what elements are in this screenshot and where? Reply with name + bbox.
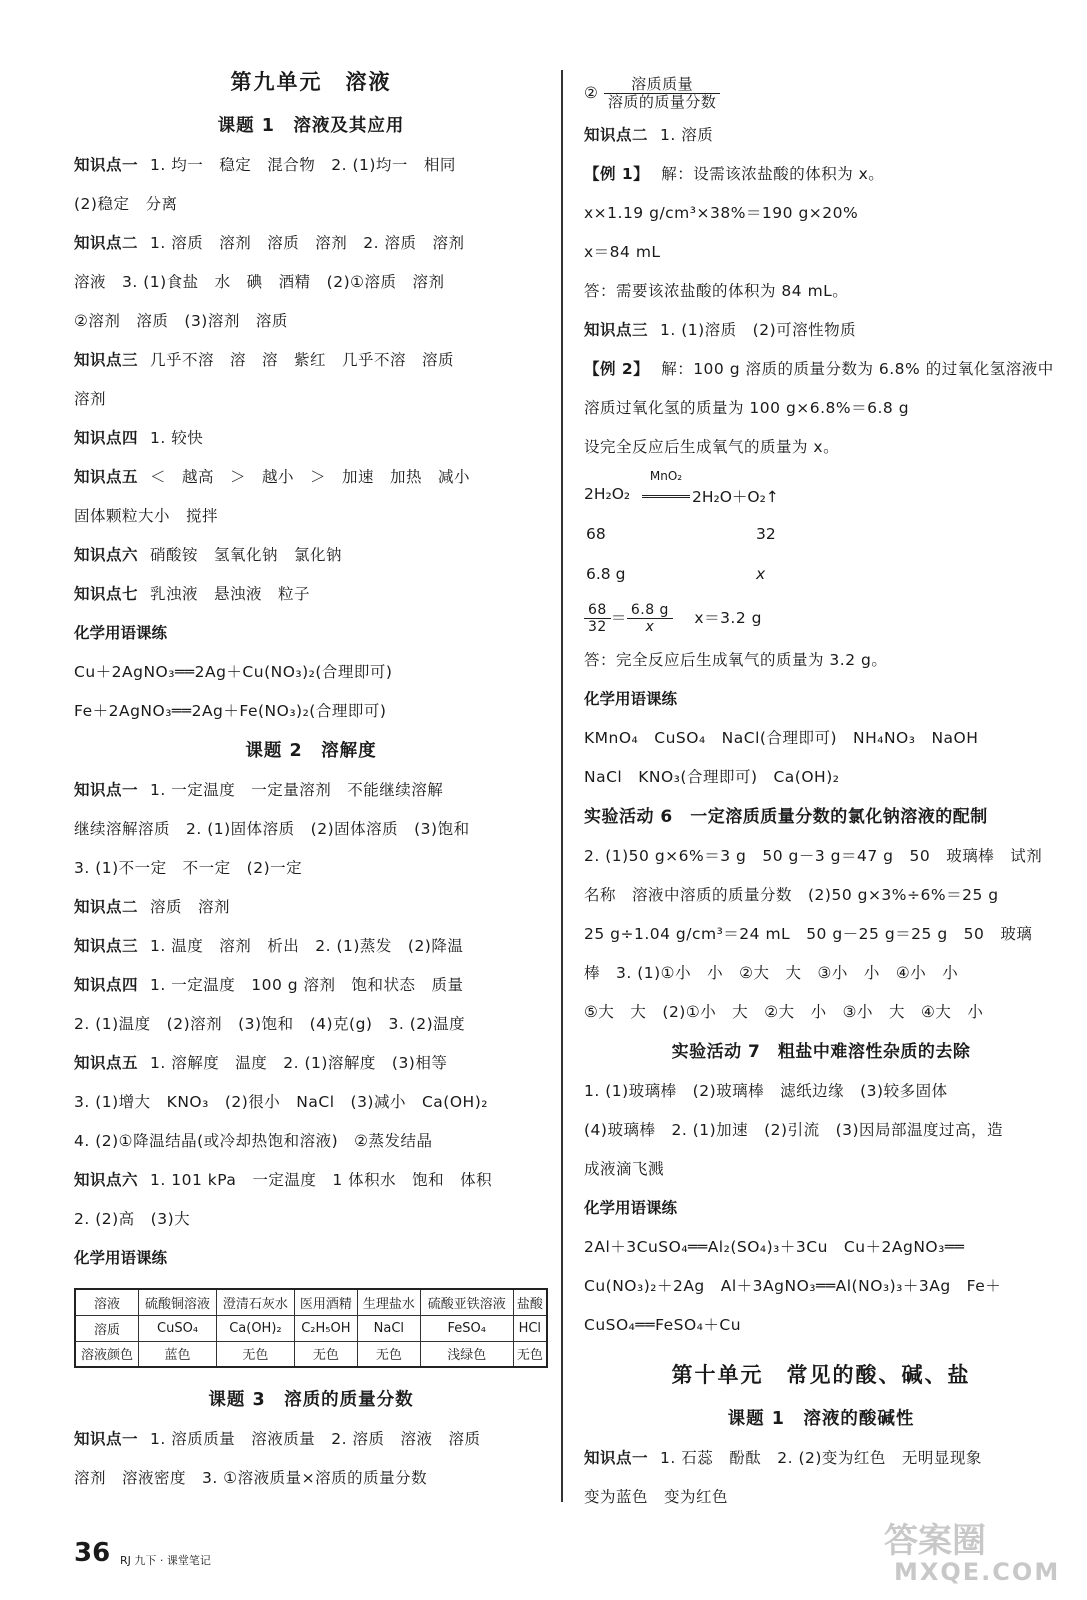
text-line (584, 233, 1058, 272)
table-cell: 无色 (216, 1341, 294, 1367)
text-line (74, 146, 548, 185)
fraction-denominator: 溶质的质量分数 (607, 93, 717, 111)
line-content: x×1.19 g/cm³×38%＝190 g×20% (584, 204, 859, 222)
fraction (604, 76, 721, 112)
line-content: 答：需要该浓盐酸的体积为 84 mL。 (584, 282, 849, 300)
knowledge-point-label: 知识点七 (74, 585, 139, 603)
activity6-title: 实验活动 6 一定溶质质量分数的氯化钠溶液的配制 (584, 807, 988, 827)
lesson-title: 课题 1 溶液及其应用 (217, 116, 405, 136)
text-line (74, 302, 548, 341)
line-content: x＝84 mL (584, 243, 661, 261)
knowledge-point-label: 知识点六 (74, 546, 139, 564)
left-column (74, 58, 548, 1498)
lesson-title: 课题 2 溶解度 (245, 741, 377, 761)
text-line: 2Al＋3CuSO₄══Al₂(SO₄)₃＋3Cu Cu＋2AgNO₃══ (584, 1238, 965, 1256)
ratio-line (584, 595, 1058, 641)
knowledge-point-label: 【例 1】 (584, 165, 650, 183)
activity6-lines (584, 837, 1058, 1032)
activity7-lines (584, 1072, 1058, 1189)
text-line (74, 927, 548, 966)
line-content: 几乎不溶 溶 溶 紫红 几乎不溶 溶质 (150, 351, 455, 369)
table-cell: HCl (513, 1315, 547, 1341)
table-cell: 生理盐水 (357, 1289, 420, 1315)
table-cell: CuSO₄ (139, 1315, 217, 1341)
line-content: 1. 溶解度 温度 2. (1)溶解度 (3)相等 (150, 1054, 448, 1072)
watermark-url: MXQE.COM (894, 1558, 1061, 1586)
page-number: 36 (74, 1538, 111, 1568)
column-divider (561, 70, 563, 1502)
table-cell: 溶质 (75, 1315, 139, 1341)
text-line (74, 771, 548, 810)
ratio-result: x＝3.2 g (694, 609, 762, 627)
ratio-denominator-2: x (645, 619, 655, 635)
text-line (74, 1200, 548, 1239)
line-content: 3. (1)增大 KNO₃ (2)很小 NaCl (3)减小 Ca(OH)₂ (74, 1093, 488, 1111)
equation-right: 2H₂O＋O₂↑ (692, 488, 779, 506)
table-cell: 硫酸亚铁溶液 (420, 1289, 513, 1315)
text-line (74, 1161, 548, 1200)
table-cell: 无色 (294, 1341, 357, 1367)
text-line (584, 311, 1058, 350)
unit-title: 第九单元 溶液 (230, 70, 392, 94)
line-content: 1. 101 kPa 一定温度 1 体积水 饱和 体积 (150, 1171, 493, 1189)
text-line (74, 380, 548, 419)
knowledge-point-label: 知识点一 (74, 781, 139, 799)
knowledge-point-label: 知识点五 (74, 1054, 139, 1072)
knowledge-point-label: 知识点一 (584, 1449, 649, 1467)
knowledge-point-label: 知识点二 (74, 898, 139, 916)
lesson-title: 课题 1 溶液的酸碱性 (727, 1409, 915, 1429)
table-cell: 澄清石灰水 (216, 1289, 294, 1315)
knowledge-point-label: 【例 2】 (584, 360, 650, 378)
text-line (74, 458, 548, 497)
line-content: 2. (1)温度 (2)溶剂 (3)饱和 (4)克(g) 3. (2)温度 (74, 1015, 466, 1033)
table-cell: 硫酸铜溶液 (139, 1289, 217, 1315)
mass-2b: x (756, 565, 766, 583)
line-content: 2. (2)高 (3)大 (74, 1210, 191, 1228)
text-line (584, 428, 1058, 467)
text-line: 1. (1)玻璃棒 (2)玻璃棒 滤纸边缘 (3)较多固体 (584, 1082, 948, 1100)
line-content: 变为蓝色 变为红色 (584, 1488, 729, 1506)
equation-arrow (642, 495, 690, 498)
line-content: 溶液 3. (1)食盐 水 碘 酒精 (2)①溶质 溶剂 (74, 273, 445, 291)
practice-title: 化学用语课练 (584, 1199, 678, 1217)
text-line (74, 419, 548, 458)
ratio-numerator-1: 68 (584, 602, 611, 619)
knowledge-point-label: 知识点四 (74, 976, 139, 994)
line-content: 1. 溶质质量 溶液质量 2. 溶质 溶液 溶质 (150, 1430, 481, 1448)
practice-title: 化学用语课练 (74, 624, 168, 642)
text-line (74, 1459, 548, 1498)
line-content: 解：100 g 溶质的质量分数为 6.8% 的过氧化氢溶液中 (661, 360, 1054, 378)
fraction-numerator: 溶质质量 (604, 76, 721, 94)
text-line (584, 116, 1058, 155)
lesson3-lines (74, 1420, 548, 1498)
line-content: ＜ 越高 ＞ 越小 ＞ 加速 加热 减小 (150, 468, 471, 486)
line-content: 解：设需该浓盐酸的体积为 x。 (661, 165, 885, 183)
chemical-equation (584, 467, 1058, 515)
text-line (584, 350, 1058, 389)
knowledge-point-label: 知识点二 (584, 126, 649, 144)
lesson-title: 课题 3 溶质的质量分数 (208, 1390, 414, 1410)
text-line (584, 155, 1058, 194)
practice-title: 化学用语课练 (74, 1249, 168, 1267)
knowledge-point-label: 知识点一 (74, 1430, 139, 1448)
text-line (74, 224, 548, 263)
mass-1a: 68 (586, 525, 606, 543)
table-cell: 无色 (357, 1341, 420, 1367)
text-line (74, 575, 548, 614)
line-content: 继续溶解溶质 2. (1)固体溶质 (2)固体溶质 (3)饱和 (74, 820, 470, 838)
line-content: 固体颗粒大小 搅拌 (74, 507, 219, 525)
knowledge-point-label: 知识点三 (74, 937, 139, 955)
text-line (74, 810, 548, 849)
table-cell: C₂H₅OH (294, 1315, 357, 1341)
line-content: 溶剂 溶液密度 3. ①溶液质量×溶质的质量分数 (74, 1469, 428, 1487)
ratio-denominator-1: 32 (588, 619, 607, 635)
text-line (584, 1439, 1058, 1478)
text-line: NaCl KNO₃(合理即可) Ca(OH)₂ (584, 768, 840, 786)
table-cell: Ca(OH)₂ (216, 1315, 294, 1341)
line-content: 溶质 溶剂 (150, 898, 231, 916)
table-cell: 无色 (513, 1341, 547, 1367)
text-line: (4)玻璃棒 2. (1)加速 (2)引流 (3)因局部温度过高，造 (584, 1121, 1004, 1139)
text-line (74, 1420, 548, 1459)
practice1-lines (74, 653, 548, 731)
table-row (75, 1289, 547, 1315)
table-cell: FeSO₄ (420, 1315, 513, 1341)
line-content: 1. 石蕊 酚酞 2. (2)变为红色 无明显现象 (660, 1449, 982, 1467)
text-line (74, 497, 548, 536)
text-line (74, 966, 548, 1005)
right-column (584, 70, 1058, 1517)
knowledge-point-label: 知识点五 (74, 468, 139, 486)
knowledge-point-label: 知识点二 (74, 234, 139, 252)
text-line (74, 185, 548, 224)
line-content: 1. 溶质 溶剂 溶质 溶剂 2. 溶质 溶剂 (150, 234, 465, 252)
fraction-line (584, 70, 1058, 116)
mass-2a: 6.8 g (586, 565, 626, 583)
ratio-fraction-2 (627, 602, 673, 635)
knowledge-point-label: 知识点一 (74, 156, 139, 174)
table-cell: 溶液 (75, 1289, 139, 1315)
ratio-numerator-2: 6.8 g (627, 602, 673, 619)
table-cell: NaCl (357, 1315, 420, 1341)
table-row (75, 1315, 547, 1341)
lesson10-lines (584, 1439, 1058, 1517)
table-cell: 浅绿色 (420, 1341, 513, 1367)
line-content: (2)稳定 分离 (74, 195, 178, 213)
text-line: 25 g÷1.04 g/cm³＝24 mL 50 g－25 g＝25 g 50 玻璃 (584, 925, 1033, 943)
line-content: 1. 温度 溶剂 析出 2. (1)蒸发 (2)降温 (150, 937, 464, 955)
line-content: 4. (2)①降温结晶(或冷却热饱和溶液) ②蒸发结晶 (74, 1132, 433, 1150)
line-content: 溶剂 (74, 390, 107, 408)
knowledge-point-label: 知识点四 (74, 429, 139, 447)
line-content: 1. 一定温度 100 g 溶剂 饱和状态 质量 (150, 976, 464, 994)
unit10-title: 第十单元 常见的酸、碱、盐 (671, 1363, 971, 1387)
text-line: ⑤大 大 (2)①小 大 ②大 小 ③小 大 ④大 小 (584, 1003, 984, 1021)
line-content: 1. 溶质 (660, 126, 714, 144)
line-content: 溶质过氧化氢的质量为 100 g×6.8%＝6.8 g (584, 399, 910, 417)
watermark-logo: 答案圈 (884, 1521, 986, 1561)
ratio-equals: ＝ (610, 609, 627, 627)
mass-row-2 (584, 555, 1058, 595)
text-line: Fe＋2AgNO₃══2Ag＋Fe(NO₃)₂(合理即可) (74, 702, 387, 720)
text-line (74, 341, 548, 380)
line-content: 1. (1)溶质 (2)可溶性物质 (660, 321, 857, 339)
text-line: 成液滴飞溅 (584, 1160, 665, 1178)
text-line (74, 1044, 548, 1083)
equation-lines (584, 1228, 1058, 1345)
knowledge-point-label: 知识点三 (584, 321, 649, 339)
text-line (584, 194, 1058, 233)
lesson2-lines (74, 771, 548, 1239)
mass-row-1 (584, 515, 1058, 555)
line-content: 1. 一定温度 一定量溶剂 不能继续溶解 (150, 781, 444, 799)
answer-line: 答：完全反应后生成氧气的质量为 3.2 g。 (584, 651, 888, 669)
line-content: 乳浊液 悬浊液 粒子 (150, 585, 311, 603)
line-content: 1. 较快 (150, 429, 204, 447)
text-line (74, 536, 548, 575)
table-cell: 溶液颜色 (75, 1341, 139, 1367)
text-line (584, 272, 1058, 311)
activity7-title: 实验活动 7 粗盐中难溶性杂质的去除 (671, 1042, 971, 1062)
text-line (74, 1005, 548, 1044)
text-line: Cu(NO₃)₂＋2Ag Al＋3AgNO₃══Al(NO₃)₃＋3Ag Fe＋ (584, 1277, 1002, 1295)
fraction-prefix: ② (584, 84, 599, 102)
text-line (74, 1083, 548, 1122)
line-content: 设完全反应后生成氧气的质量为 x。 (584, 438, 840, 456)
series-label: RJ 九下 · 课堂笔记 (120, 1554, 211, 1567)
table-row (75, 1341, 547, 1367)
mass-1b: 32 (756, 525, 776, 543)
table-cell: 蓝色 (139, 1341, 217, 1367)
text-line (74, 1122, 548, 1161)
lesson1-lines (74, 146, 548, 614)
example-lines (584, 116, 1058, 467)
text-line: 2. (1)50 g×6%＝3 g 50 g－3 g＝47 g 50 玻璃棒 试剂 (584, 847, 1043, 865)
line-content: 硝酸铵 氢氧化钠 氯化钠 (150, 546, 343, 564)
text-line: KMnO₄ CuSO₄ NaCl(合理即可) NH₄NO₃ NaOH (584, 729, 979, 747)
equation-catalyst: MnO₂ (649, 469, 683, 483)
text-line: CuSO₄══FeSO₄＋Cu (584, 1316, 742, 1334)
formula-lines (584, 719, 1058, 797)
equation-left: 2H₂O₂ (584, 485, 631, 503)
table-cell: 盐酸 (513, 1289, 547, 1315)
text-line: 名称 溶液中溶质的质量分数 (2)50 g×3%÷6%＝25 g (584, 886, 999, 904)
text-line (74, 263, 548, 302)
text-line (584, 1478, 1058, 1517)
line-content: 3. (1)不一定 不一定 (2)一定 (74, 859, 303, 877)
text-line (74, 888, 548, 927)
knowledge-point-label: 知识点三 (74, 351, 139, 369)
table-cell: 医用酒精 (294, 1289, 357, 1315)
text-line (584, 389, 1058, 428)
line-content: ②溶剂 溶质 (3)溶剂 溶质 (74, 312, 288, 330)
text-line: Cu＋2AgNO₃══2Ag＋Cu(NO₃)₂(合理即可) (74, 663, 393, 681)
solution-table (74, 1288, 548, 1368)
text-line (74, 849, 548, 888)
ratio-fraction-1 (584, 602, 611, 635)
knowledge-point-label: 知识点六 (74, 1171, 139, 1189)
line-content: 1. 均一 稳定 混合物 2. (1)均一 相同 (150, 156, 456, 174)
text-line: 棒 3. (1)①小 小 ②大 大 ③小 小 ④小 小 (584, 964, 959, 982)
practice-title: 化学用语课练 (584, 690, 678, 708)
